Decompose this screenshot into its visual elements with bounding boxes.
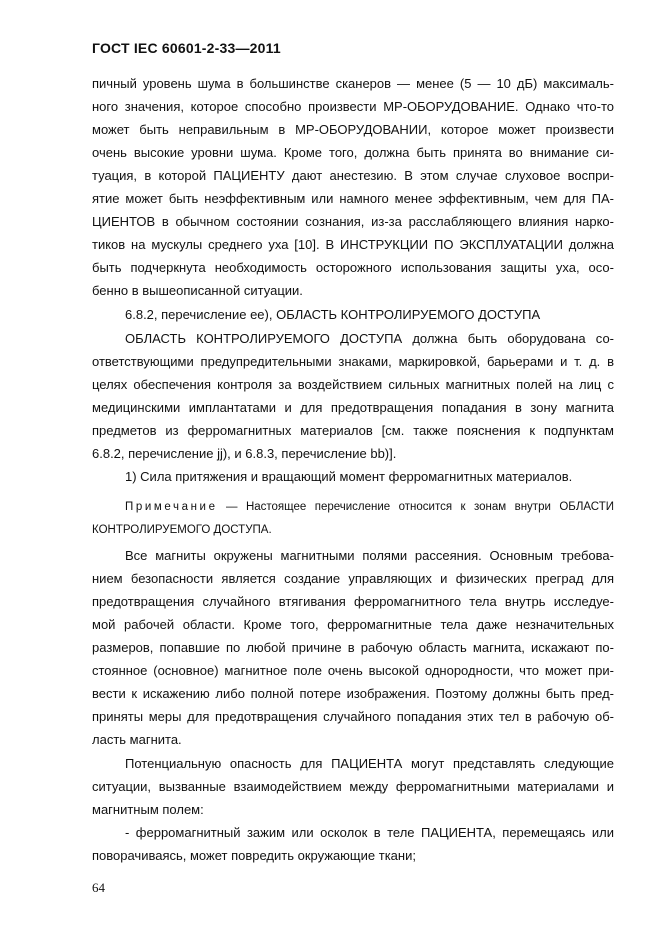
note-line: КОНТРОЛИРУЕМОГО ДОСТУПА.	[92, 524, 272, 536]
text-line: тиков на мускулы среднего уха [10]. В ИНСТРУКЦИИ ПО ЭКСПЛУАТАЦИИ должна	[92, 237, 614, 252]
text-line: 1) Сила притяжения и вращающий момент ферромагнитных материалов.	[125, 469, 573, 484]
text-line: размеров, попавшие по любой причине в рабочую область магнита, искажают по-	[92, 640, 614, 655]
text-line: Потенциальную опасность для ПАЦИЕНТА могут представлять следующие	[125, 756, 614, 771]
text-line: туация, в которой ПАЦИЕНТУ дают анестезию. В этом случае слуховое воспри-	[92, 168, 614, 183]
text-line: ятие может быть неэффективным или намного менее эффективным, чем для ПА-	[92, 191, 614, 206]
text-line: предотвращения случайного втягивания ферромагнитного тела внутрь исследуе-	[92, 594, 614, 609]
note-text: — Настоящее перечисление относится к зонам внутри ОБЛАСТИ	[217, 501, 614, 513]
text-line: вести к искажению либо полной потере изображения. Поэтому должны быть пред-	[92, 686, 614, 701]
text-line: медицинскими имплантатами и для предотвращения попадания в зону магнита	[92, 400, 614, 415]
text-line: ного значения, которое способно произвести МР-ОБОРУДОВАНИЕ. Однако что-то	[92, 99, 614, 114]
text-line: магнитным полем:	[92, 802, 204, 817]
text-line: Все магниты окружены магнитными полями рассеяния. Основным требова-	[125, 548, 614, 563]
text-line: ласть магнита.	[92, 732, 182, 747]
text-line: 6.8.2, перечисление ее), ОБЛАСТЬ КОНТРОЛИРУЕМОГО ДОСТУПА	[125, 307, 541, 322]
text-line: пичный уровень шума в большинстве сканеров — менее (5 — 10 дБ) максималь-	[92, 76, 614, 91]
section-heading-6-8-2	[92, 303, 614, 326]
text-line: нием безопасности является создание управляющих и физических преград для	[92, 571, 614, 586]
text-line: может быть неправильным в МР-ОБОРУДОВАНИИ, которое может произвести	[92, 122, 614, 137]
text-line: быть подчеркнута необходимость осторожного использования защиты уха, осо-	[92, 260, 614, 275]
note-line	[92, 496, 614, 519]
text-line: ОБЛАСТЬ КОНТРОЛИРУЕМОГО ДОСТУПА должна быть оборудована со-	[125, 331, 614, 346]
text-line: 6.8.2, перечисление jj), и 6.8.3, перечисление bb)].	[92, 446, 397, 461]
text-line: стоянное (основное) магнитное поле очень высокой однородности, что может при-	[92, 663, 614, 678]
note-block	[92, 496, 614, 542]
text-line: приняты меры для предотвращения случайного попадания этих тел в рабочую об-	[92, 709, 614, 724]
list-item-clip	[92, 821, 614, 867]
list-item-attraction	[92, 465, 614, 488]
paragraph-noise	[92, 72, 614, 302]
note-label: Примечание	[125, 501, 218, 513]
paragraph-magnets	[92, 544, 614, 751]
document-header: ГОСТ IEC 60601-2-33—2011	[92, 40, 281, 56]
text-line: предметов из ферромагнитных материалов [см. также пояснения к подпунктам	[92, 423, 614, 438]
text-line: ответствующими предупредительными знаками, маркировкой, барьерами и т. д. в	[92, 354, 614, 369]
text-line: целях обеспечения контроля за воздействием сильных магнитных полей на лиц с	[92, 377, 614, 392]
text-line: очень высокие уровни шума. Кроме того, должна быть принята во внимание си-	[92, 145, 614, 160]
paragraph-controlled-access	[92, 327, 614, 465]
text-line: ЦИЕНТОВ в обычном состоянии сознания, из-за расслабляющего влияния нарко-	[92, 214, 614, 229]
paragraph-hazards	[92, 752, 614, 821]
text-line: поворачиваясь, может повредить окружающие ткани;	[92, 848, 416, 863]
text-line: - ферромагнитный зажим или осколок в теле ПАЦИЕНТА, перемещаясь или	[125, 825, 614, 840]
text-line: ситуации, вызванные взаимодействием между ферромагнитными материалами и	[92, 779, 614, 794]
page-number: 64	[92, 880, 105, 895]
text-line: мой рабочей области. Кроме того, ферромагнитные тела даже незначительных	[92, 617, 614, 632]
text-line: бенно в вышеописанной ситуации.	[92, 283, 303, 298]
